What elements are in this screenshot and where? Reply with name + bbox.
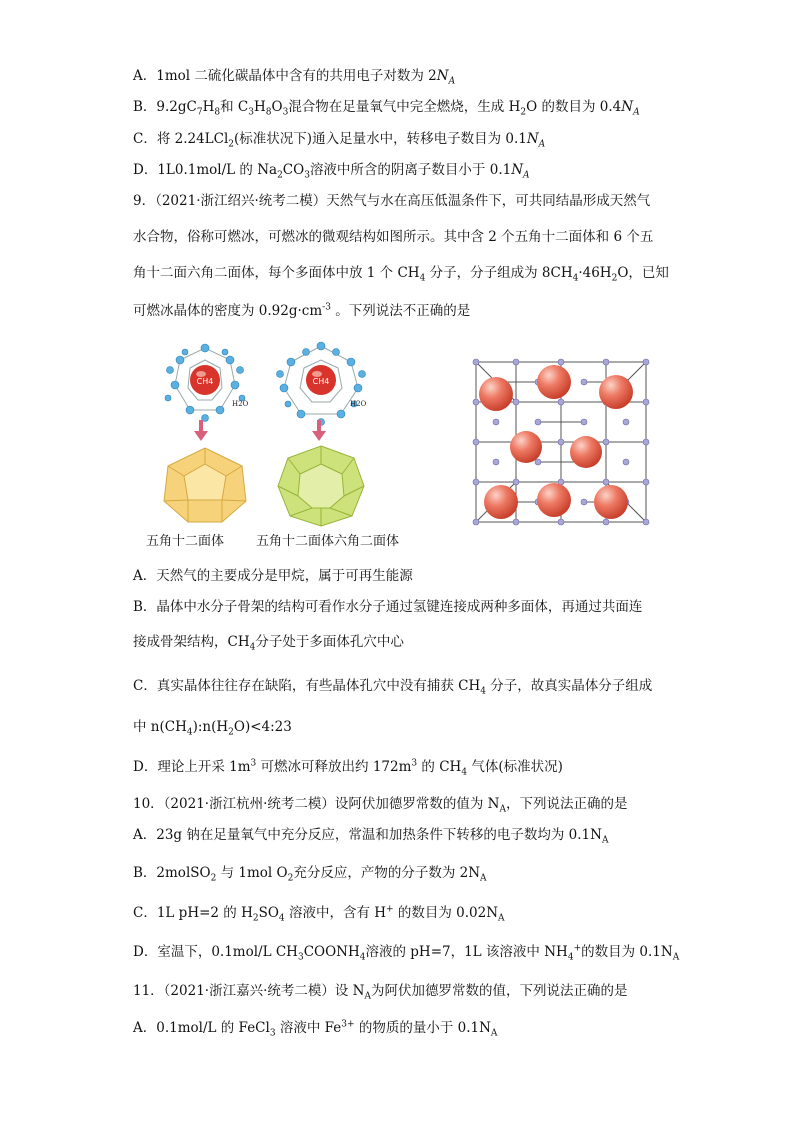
green-polyhedron-shape	[276, 444, 366, 528]
q10-option-c: C．1L pH=2 的 $H_2SO_4$ 溶液中，含有 H+ 的数目为 $0.02N_A$	[133, 904, 505, 924]
yellow-dodecahedron-shape	[162, 446, 248, 524]
h2o-label-right: H2O	[350, 400, 367, 408]
lattice-atom	[643, 479, 649, 485]
lattice-atom	[535, 419, 541, 425]
q8-option-d: D．1L0.1mol/L 的 $Na_2CO_3$溶液中所含的阴离子数目小于 $0.1N_A$	[133, 162, 530, 181]
q9-option-b-line1: B．晶体中水分子骨架的结构可看作水分子通过氢键连接成两种多面体，再通过共面连	[133, 599, 643, 615]
lattice-atom	[535, 459, 541, 465]
q9-option-b-line2: 接成骨架结构，$CH_4$分子处于多面体孔穴中心	[133, 634, 404, 653]
lattice-atom	[473, 519, 479, 525]
methane-sphere	[599, 375, 633, 409]
lattice-atom	[643, 359, 649, 365]
lattice-atom	[643, 439, 649, 445]
lattice-atom	[513, 359, 519, 365]
methane-sphere	[510, 431, 542, 463]
lattice-atom	[513, 479, 519, 485]
methane-sphere	[537, 365, 571, 399]
figure-caption-left: 五角十二面体	[146, 534, 225, 549]
q9-option-c-line2: 中 $n(CH_4):n(H_2O)<4:23$	[133, 719, 292, 738]
q8-option-b: B．$9.2gC_7H_8$和 $C_3H_8O_3$混合物在足量氧气中完全燃烧，生成 $H_2O$ 的数目为 $0.4N_A$	[133, 99, 640, 118]
lattice-atom	[513, 399, 519, 405]
methane-sphere	[479, 377, 513, 411]
q11-stem: 11．（2021·浙江嘉兴·统考二模）设 $N_A$为阿伏加德罗常数的值，下列说法正确的是	[133, 983, 628, 1002]
lattice-atom	[558, 439, 564, 445]
hexakaidecahedron-cage-diagram	[266, 340, 376, 430]
q9-stem-line2: 水合物，俗称可燃冰，可燃冰的微观结构如图所示。其中含 2 个五角十二面体和 6 个五	[133, 229, 654, 245]
arrow-down-icon	[194, 420, 208, 442]
lattice-atom	[603, 439, 609, 445]
q8-option-c: C．将 2.24LCl$_2$(标准状况下)通入足量水中，转移电子数目为 $0.1N_A$	[133, 131, 546, 150]
q9-option-c-line1: C．真实晶体往往存在缺陷，有些晶体孔穴中没有捕获 $CH_4$ 分子，故真实晶体分子组成	[133, 678, 653, 697]
methane-sphere	[537, 483, 571, 517]
dodecahedron-cage-diagram	[150, 340, 260, 430]
methane-sphere	[484, 485, 518, 519]
lattice-atom	[473, 439, 479, 445]
lattice-atom	[558, 519, 564, 525]
lattice-atom	[493, 459, 499, 465]
ch4-label-left: CH4	[196, 377, 214, 386]
lattice-atom	[643, 519, 649, 525]
q9-stem-line3: 角十二面六角二面体，每个多面体中放 1 个 $CH_4$ 分子，分子组成为 $8CH_4\cdot 46H_2O$，已知	[133, 265, 669, 284]
q10-option-a: A．23g 钠在足量氧气中充分反应，常温和加热条件下转移的电子数均为 $0.1N_A$	[133, 827, 609, 846]
methane-sphere	[594, 485, 628, 519]
lattice-atom	[603, 519, 609, 525]
q10-stem: 10．（2021·浙江杭州·统考二模）设阿伏加德罗常数的值为 $N_A$，下列说法正确的是	[133, 796, 628, 815]
lattice-atom	[513, 519, 519, 525]
lattice-atom	[643, 399, 649, 405]
q8-option-a: A．1mol 二硫化碳晶体中含有的共用电子对数为 $2N_A$	[133, 68, 456, 87]
q11-option-a: A．0.1mol/L 的 FeCl$_3$ 溶液中 $Fe^{3+}$ 的物质的量小于 $0.1N_A$	[133, 1019, 498, 1039]
q9-option-d: D．理论上开采 $1m^3$ 可燃冰可释放出约 $172m^3$ 的 $CH_4$ 气体(标准状况)	[133, 758, 563, 778]
lattice-atom	[473, 359, 479, 365]
lattice-atom	[623, 459, 629, 465]
lattice-atom	[581, 419, 587, 425]
lattice-atom	[473, 479, 479, 485]
methane-sphere	[570, 436, 602, 468]
lattice-atom	[603, 479, 609, 485]
h2o-label-left: H2O	[232, 400, 249, 408]
lattice-atom	[473, 399, 479, 405]
arrow-down-icon	[312, 420, 326, 442]
q9-option-a: A．天然气的主要成分是甲烷，属于可再生能源	[133, 568, 413, 584]
q9-stem-line4: 可燃冰晶体的密度为 $0.92g\cdot cm^{-3}$ 。下列说法不正确的是	[133, 302, 471, 319]
lattice-atom	[603, 359, 609, 365]
lattice-atom	[558, 359, 564, 365]
lattice-atom	[623, 419, 629, 425]
ch4-label-right: CH4	[312, 377, 330, 386]
q9-stem-line1: 9．（2021·浙江绍兴·统考二模）天然气与水在高压低温条件下，可共同结晶形成天然气	[133, 193, 651, 209]
lattice-atom	[558, 399, 564, 405]
crystal-lattice-diagram	[466, 352, 656, 532]
lattice-atom	[493, 419, 499, 425]
figure-caption-right: 五角十二面体六角二面体	[256, 534, 400, 549]
lattice-atom	[581, 499, 587, 505]
q10-option-b: B．2molSO$_2$ 与 1mol $O_2$充分反应，产物的分子数为 $2N_A$	[133, 865, 487, 884]
lattice-atom	[581, 379, 587, 385]
q10-option-d: D．室温下，0.1mol/L $CH_3COONH_4$溶液的 pH=7，1L 该溶液中 $NH_4^+$的数目为 $0.1N_A$	[133, 943, 680, 963]
